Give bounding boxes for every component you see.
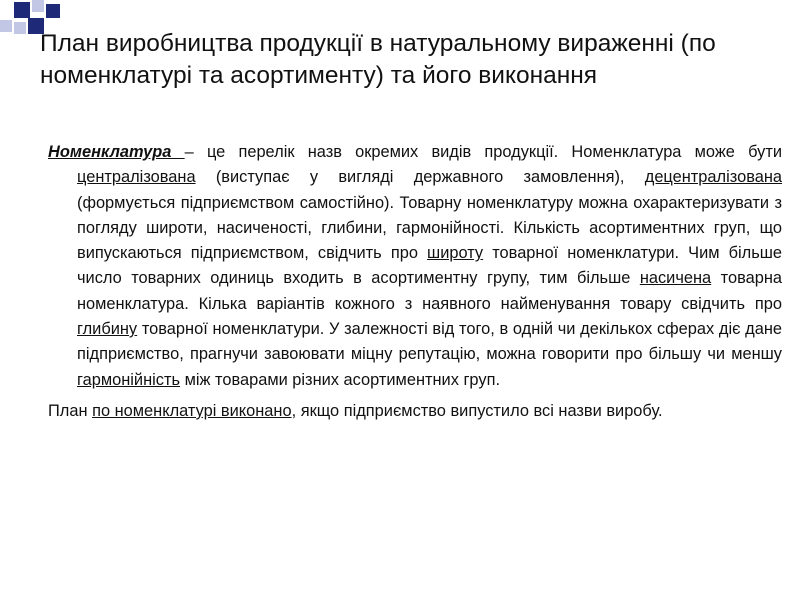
- text-run: товарної номенклатури. У залежності від того, в одній чи декількох сферах діє дане підприємство, прагнучи завоювати міцну репутацію, можна говорити про більшу чи меншу: [77, 320, 782, 364]
- text-run: (виступає у вигляді державного замовлення),: [195, 168, 645, 187]
- term-nomenclature: Номенклатура: [48, 143, 185, 161]
- text-run: (формується підприємством самостійно). Товарну номенклатуру можна охарактеризувати з погляду широти, насиченості, глибини, гармонійності. Кількість асортиментних груп, що випускаються підприємством, свідчить про: [77, 193, 782, 263]
- deco-square: [14, 22, 26, 34]
- nomenclature-paragraph: [40, 140, 782, 393]
- text-run: товарної номенклатури. Чим більше число товарних одиниць входить в асортиментну групу, тим більше: [77, 244, 783, 288]
- term-plan-executed: по номенклатурі виконано: [92, 401, 292, 420]
- plan-paragraph: [40, 399, 782, 424]
- term-harmony: гармонійність: [77, 370, 181, 389]
- slide-body: [40, 140, 782, 424]
- text-run: – це перелік назв окремих видів продукції. Номенклатура може бути: [184, 143, 782, 161]
- deco-square: [14, 2, 30, 18]
- deco-square: [0, 20, 12, 32]
- deco-square: [32, 0, 44, 12]
- text-run: товарна номенклатура. Кілька варіантів кожного з наявного найменування товару свідчить про: [77, 269, 782, 313]
- term-centralized: централізована: [77, 168, 196, 187]
- term-depth: глибину: [77, 320, 138, 339]
- slide-title: План виробництва продукції в натуральному вираженні (по номенклатурі та асортименту) та його виконання: [40, 30, 716, 89]
- term-width: широту: [427, 244, 484, 263]
- text-run: , якщо підприємство випустило всі назви виробу.: [291, 401, 663, 420]
- text-run: План: [48, 401, 93, 420]
- term-saturated: насичена: [639, 269, 712, 288]
- deco-square: [46, 4, 60, 18]
- term-decentralized: децентралізована: [644, 168, 782, 187]
- text-run: між товарами різних асортиментних груп.: [180, 370, 500, 389]
